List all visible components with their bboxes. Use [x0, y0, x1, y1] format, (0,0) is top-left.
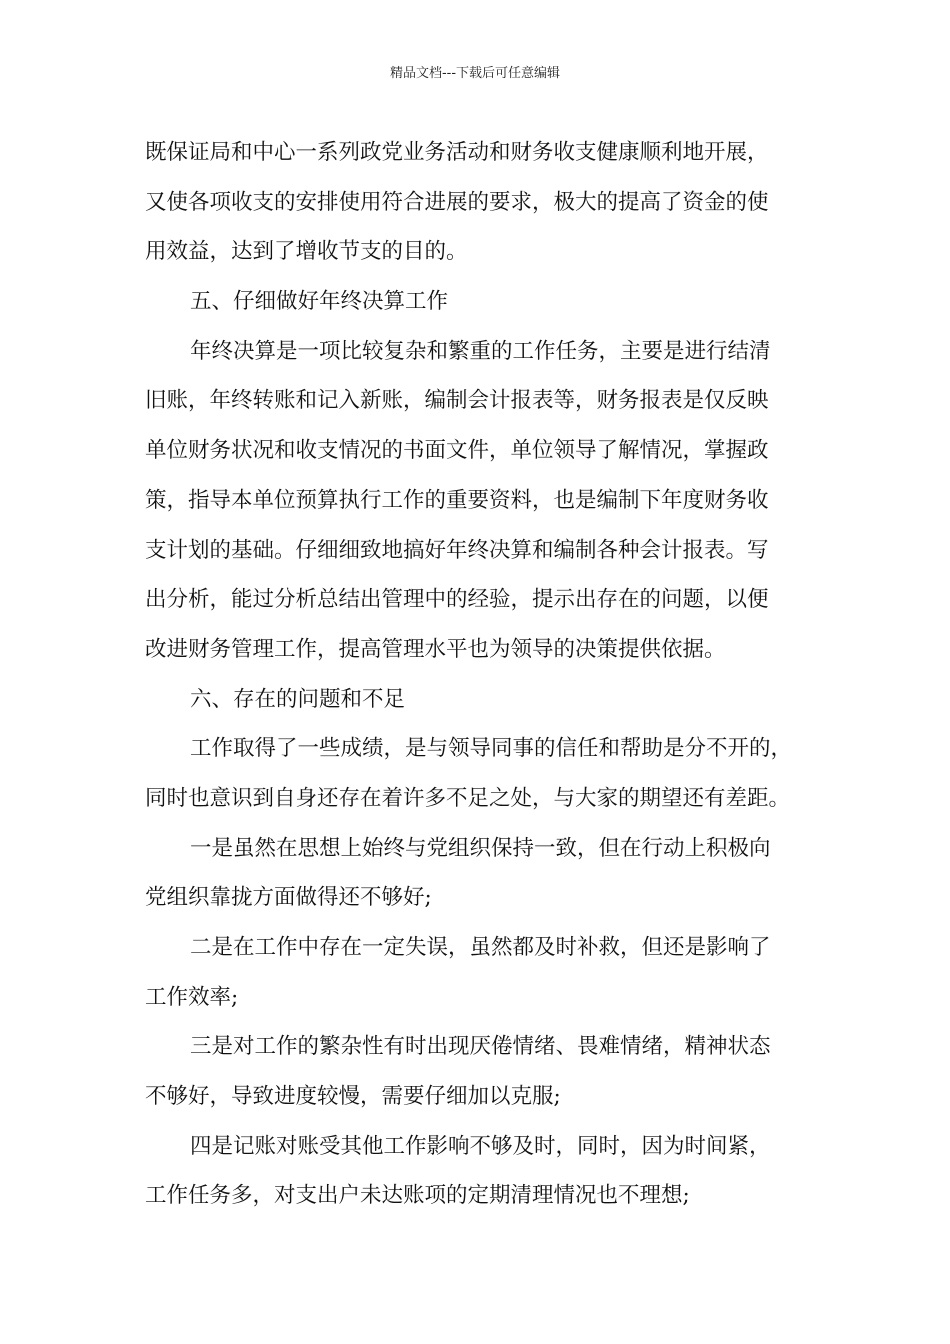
text-line: 工作取得了一些成绩，是与领导同事的信任和帮助是分不开的， — [190, 736, 793, 762]
document-body — [145, 128, 813, 1221]
text-line: 又使各项收支的安排使用符合进展的要求，极大的提高了资金的使 — [145, 189, 769, 215]
text-line: 不够好，导致进度较慢，需要仔细加以克服; — [145, 1084, 561, 1110]
section-heading-6: 六、存在的问题和不足 — [190, 686, 406, 712]
text-line: 改进财务管理工作，提高管理水平也为领导的决策提供依据。 — [145, 636, 726, 662]
text-line: 四是记账对账受其他工作影响不够及时，同时，因为时间紧， — [190, 1133, 771, 1159]
text-line: 二是在工作中存在一定失误，虽然都及时补救，但还是影响了 — [190, 935, 771, 960]
text-line: 工作效率; — [145, 984, 239, 1010]
text-line: 年终决算是一项比较复杂和繁重的工作任务，主要是进行结清 — [190, 338, 771, 364]
text-line: 用效益，达到了增收节支的目的。 — [145, 239, 468, 265]
text-line: 三是对工作的繁杂性有时出现厌倦情绪、畏难情绪，精神状态 — [190, 1034, 771, 1060]
section-heading-5: 五、仔细做好年终决算工作 — [190, 289, 449, 315]
text-line: 单位财务状况和收支情况的书面文件，单位领导了解情况，掌握政 — [145, 438, 769, 464]
text-line: 一是虽然在思想上始终与党组织保持一致，但在行动上积极向 — [190, 835, 771, 861]
page-header: 精品文档---下载后可任意编辑 — [389, 66, 561, 81]
text-line: 旧账，年终转账和记入新账，编制会计报表等，财务报表是仅反映 — [145, 388, 769, 414]
text-line: 既保证局和中心一系列政党业务活动和财务收支健康顺利地开展， — [145, 140, 769, 165]
text-line: 党组织靠拢方面做得还不够好; — [145, 885, 432, 911]
text-line: 支计划的基础。仔细细致地搞好年终决算和编制各种会计报表。写 — [145, 537, 769, 563]
text-line: 策，指导本单位预算执行工作的重要资料，也是编制下年度财务收 — [145, 487, 769, 513]
text-line: 出分析，能过分析总结出管理中的经验，提示出存在的问题，以便 — [145, 587, 769, 613]
text-line: 工作任务多，对支出户未达账项的定期清理情况也不理想; — [145, 1183, 690, 1209]
text-line: 同时也意识到自身还存在着许多不足之处，与大家的期望还有差距。 — [145, 785, 791, 811]
